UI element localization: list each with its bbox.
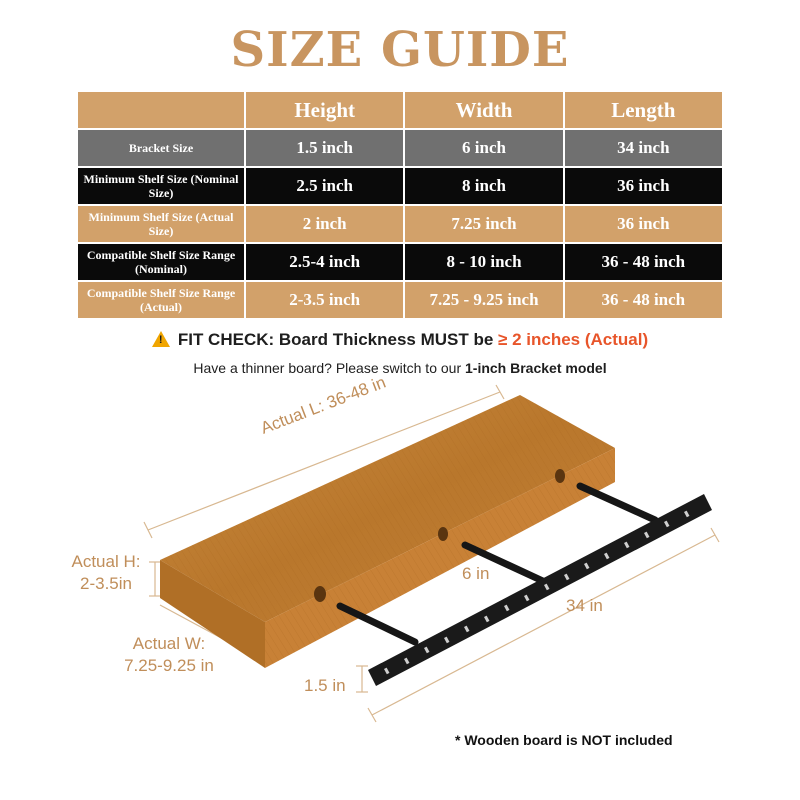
table-cell: 36 inch [564, 205, 723, 243]
table-cell: 8 - 10 inch [404, 243, 563, 281]
table-row [77, 167, 723, 205]
page-title: SIZE GUIDE [230, 22, 570, 78]
shelf-hole [438, 527, 448, 541]
shelf-hole [314, 586, 326, 602]
table-header-row [77, 91, 723, 129]
fit-check-text: FIT CHECK: Board Thickness MUST be [177, 330, 499, 349]
bracket-length-label: 34 in [566, 596, 603, 615]
table-cell: 2 inch [245, 205, 404, 243]
table-cell: 36 - 48 inch [564, 281, 723, 319]
bracket-height-label: 1.5 in [304, 676, 346, 695]
table-header-cell: Width [404, 91, 563, 129]
row-label: Minimum Shelf Size (Actual Size) [77, 205, 245, 243]
table-row [77, 243, 723, 281]
table-cell: 36 inch [564, 167, 723, 205]
bracket-height-dimension-line [356, 666, 368, 692]
fit-check-line [0, 330, 800, 350]
table-cell: 34 inch [564, 129, 723, 167]
thinner-board-text: Have a thinner board? Please switch to our [193, 360, 465, 376]
bracket-model-link: 1-inch Bracket model [465, 360, 607, 376]
warning-icon: ! [152, 331, 170, 347]
height-label-line1: Actual H: [71, 552, 141, 571]
table-cell: 7.25 - 9.25 inch [404, 281, 563, 319]
table-row [77, 129, 723, 167]
table-header-cell [77, 91, 245, 129]
row-label: Compatible Shelf Size Range (Nominal) [77, 243, 245, 281]
row-label: Minimum Shelf Size (Nominal Size) [77, 167, 245, 205]
width-label-line2: 7.25-9.25 in [124, 656, 214, 675]
table-cell: 1.5 inch [245, 129, 404, 167]
not-included-note: * Wooden board is NOT included [455, 732, 673, 748]
table-header-cell: Height [245, 91, 404, 129]
row-label: Compatible Shelf Size Range (Actual) [77, 281, 245, 319]
table-cell: 6 inch [404, 129, 563, 167]
height-label-line2: 2-3.5in [80, 574, 132, 593]
width-label-line1: Actual W: [132, 634, 206, 653]
table-row [77, 281, 723, 319]
table-cell: 2.5 inch [245, 167, 404, 205]
length-label: Actual L: 36-48 in [258, 372, 389, 438]
size-table [76, 90, 724, 320]
row-label: Bracket Size [77, 129, 245, 167]
table-cell: 2-3.5 inch [245, 281, 404, 319]
shelf-hole [555, 469, 565, 483]
rod-length-label: 6 in [462, 564, 490, 583]
table-row [77, 205, 723, 243]
table-header-cell: Length [564, 91, 723, 129]
fit-check-highlight: ≥ 2 inches (Actual) [498, 330, 649, 349]
table-cell: 36 - 48 inch [564, 243, 723, 281]
table-cell: 8 inch [404, 167, 563, 205]
table-cell: 2.5-4 inch [245, 243, 404, 281]
thinner-board-note [0, 360, 800, 376]
table-cell: 7.25 inch [404, 205, 563, 243]
